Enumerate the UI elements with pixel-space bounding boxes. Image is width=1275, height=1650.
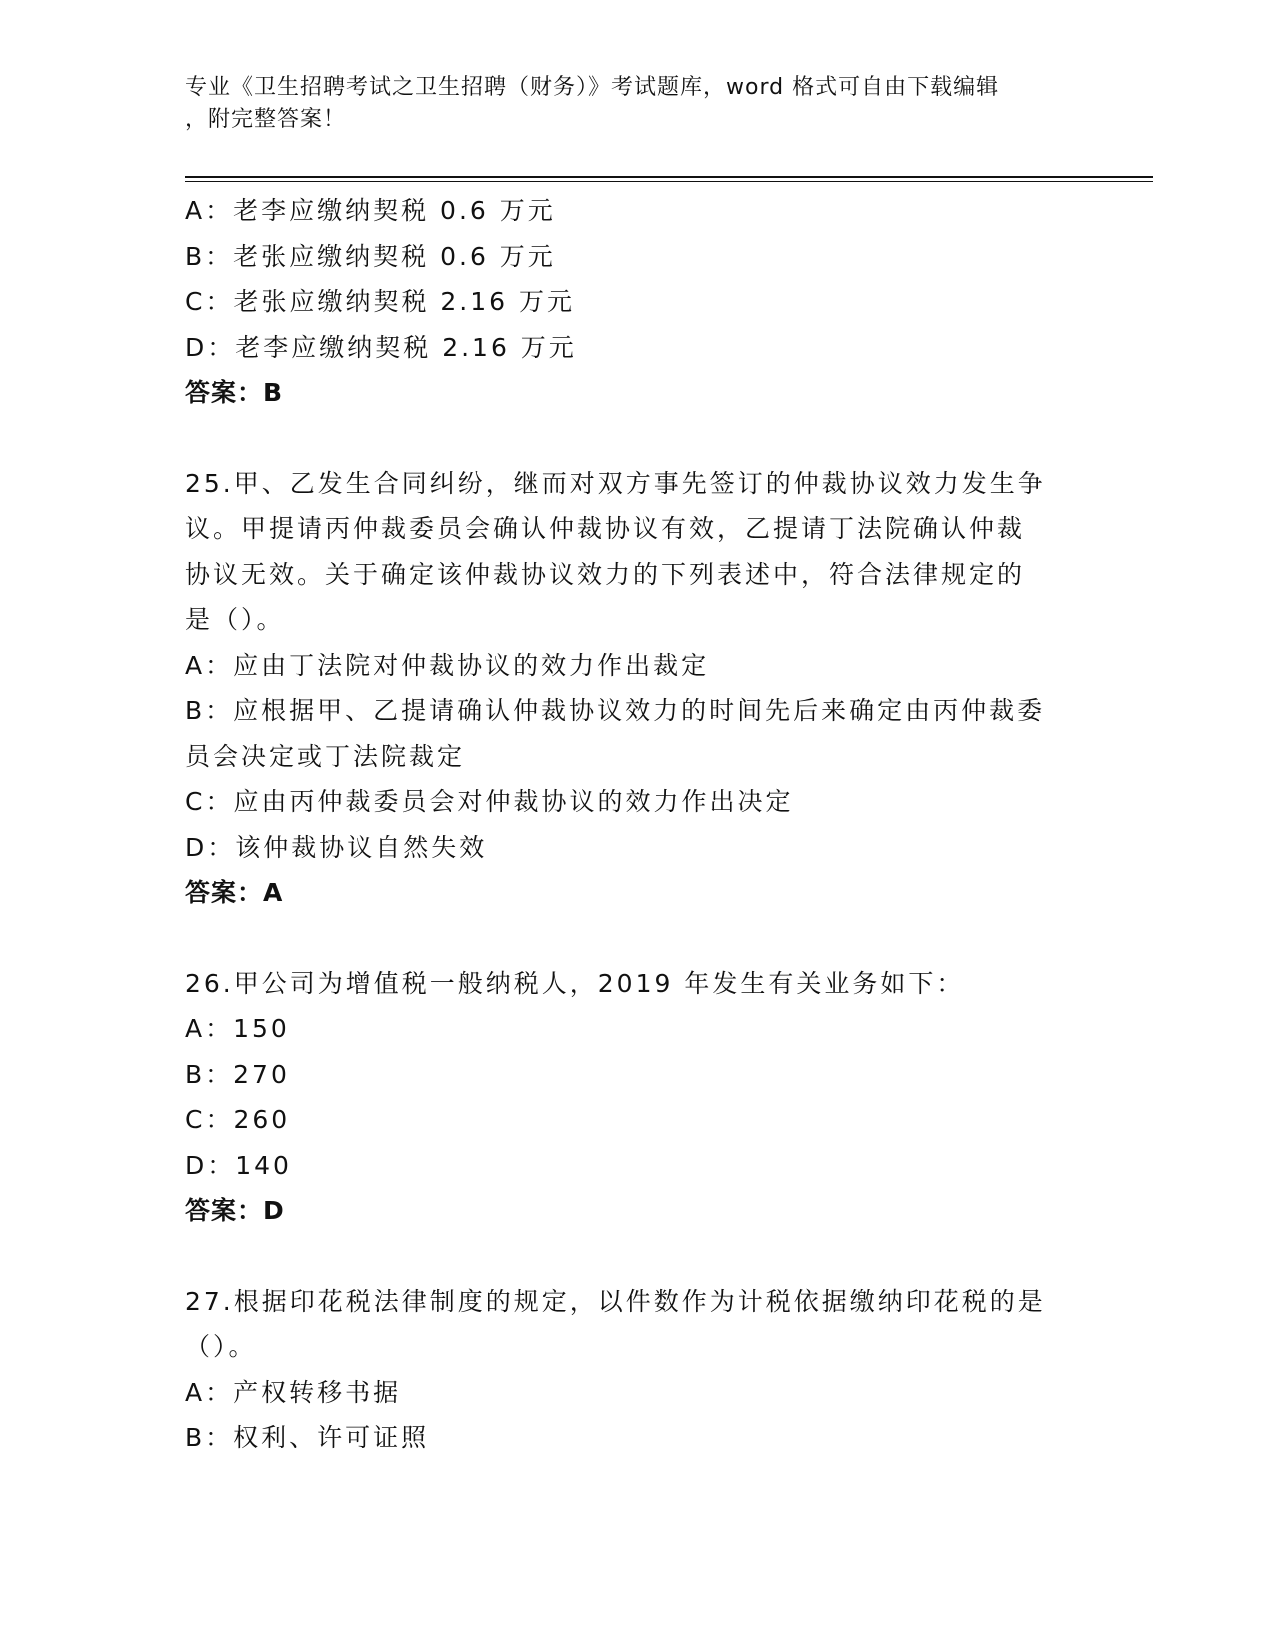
option-a: A：老李应缴纳契税 0.6 万元 [185, 196, 556, 225]
question-stem-line: 协议无效。关于确定该仲裁协议效力的下列表述中，符合法律规定的 [185, 559, 1026, 589]
option-d: D：老李应缴纳契税 2.16 万元 [185, 332, 577, 362]
option-b: B：270 [185, 1059, 290, 1089]
document-body [185, 188, 1065, 1461]
document-header [185, 72, 1065, 136]
question-stem-line: 是（）。 [185, 605, 285, 634]
option-b-continued: 员会决定或丁法院裁定 [185, 741, 466, 771]
answer-label: 答案：B [185, 378, 284, 407]
question-stem-line: 25.甲、乙发生合同纠纷，继而对双方事先签订的仲裁协议效力发生争 [185, 468, 1046, 498]
question-stem-line: 26.甲公司为增值税一般纳税人，2019 年发生有关业务如下： [185, 968, 965, 998]
header-line-1: 专业《卫生招聘考试之卫生招聘（财务）》考试题库，word 格式可自由下载编辑 [185, 75, 1000, 100]
option-a: A：150 [185, 1014, 290, 1043]
option-b: B：应根据甲、乙提请确认仲裁协议效力的时间先后来确定由丙仲裁委 [185, 696, 1046, 725]
option-b: B：老张应缴纳契税 0.6 万元 [185, 241, 556, 271]
question-stem-line: （）。 [185, 1332, 257, 1361]
option-c: C：老张应缴纳契税 2.16 万元 [185, 287, 576, 316]
question-24 [185, 188, 1065, 416]
question-stem-line: 议。甲提请丙仲裁委员会确认仲裁协议有效，乙提请丁法院确认仲裁 [185, 514, 1026, 543]
header-divider-thick [185, 176, 1153, 178]
question-27 [185, 1279, 1065, 1461]
question-25 [185, 461, 1065, 916]
option-a: A：产权转移书据 [185, 1377, 402, 1407]
option-d: D：该仲裁协议自然失效 [185, 832, 488, 862]
option-d: D：140 [185, 1150, 292, 1180]
spacer [185, 1234, 1065, 1279]
option-c: C：应由丙仲裁委员会对仲裁协议的效力作出决定 [185, 787, 794, 816]
question-26 [185, 961, 1065, 1234]
answer-label: 答案：A [185, 878, 284, 907]
option-c: C：260 [185, 1105, 291, 1134]
option-b: B：权利、许可证照 [185, 1423, 430, 1452]
header-line-2: ，附完整答案！ [185, 107, 347, 132]
option-a: A：应由丁法院对仲裁协议的效力作出裁定 [185, 650, 710, 680]
question-stem-line: 27.根据印花税法律制度的规定，以件数作为计税依据缴纳印花税的是 [185, 1286, 1046, 1316]
answer-label: 答案：D [185, 1196, 285, 1225]
spacer [185, 916, 1065, 961]
header-divider-thin [185, 181, 1153, 182]
spacer [185, 416, 1065, 461]
